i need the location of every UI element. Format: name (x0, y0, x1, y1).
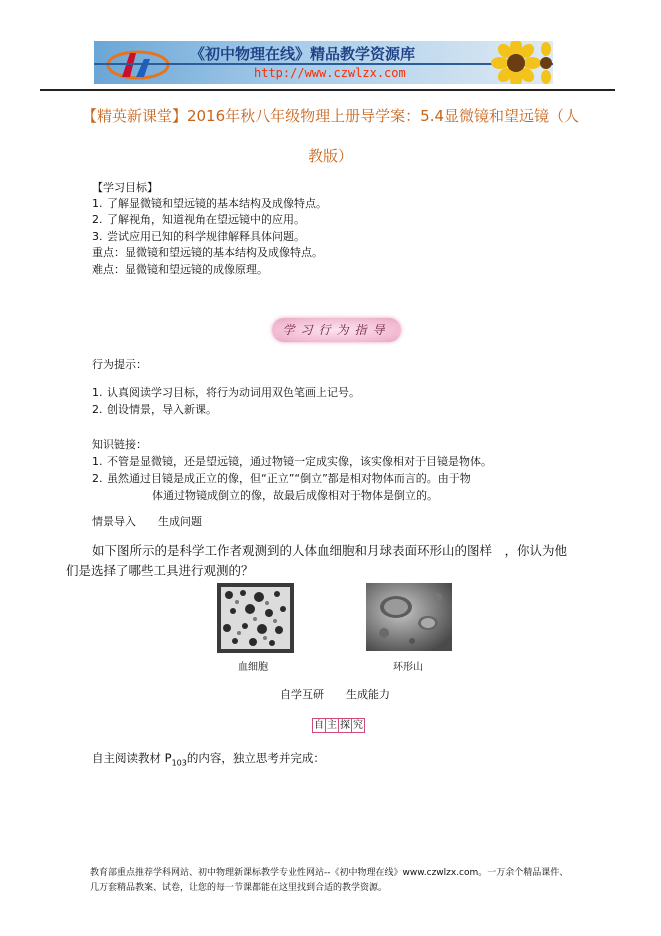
key-point: 重点：显微镜和望远镜的基本结构及成像特点。 (92, 246, 323, 259)
self-study-char: 探 (340, 720, 350, 731)
intro-line-1: 如下图所示的是科学工作者观测到的人体血细胞和月球表面环形山的图样 ，你认为他 (92, 543, 568, 558)
objective-number: 3. (92, 230, 103, 243)
instruction-text: 自主阅读教材 P (92, 751, 172, 765)
footer-line-1: 教育部重点推荐学科网站、初中物理新课标教学专业性网站--《初中物理在线》www.czwlzx.com。一万余个精品课件、 (90, 868, 569, 878)
footer-line-2: 几万套精品教案、试卷，让您的每一节课都能在这里找到合适的教学资源。 (90, 883, 388, 893)
document-title (40, 96, 621, 176)
knowledge-text-continued: 体通过物镜成倒立的像，故最后成像相对于物体是倒立的。 (152, 489, 438, 502)
knowledge-number: 1. (92, 455, 103, 468)
difficulty-point: 难点：显微镜和望远镜的成像原理。 (92, 263, 268, 276)
knowledge-item (92, 454, 492, 470)
objective-item (92, 212, 305, 228)
self-study-char: 自 (314, 720, 324, 731)
tip-number: 2. (92, 403, 103, 416)
page-number: 103 (171, 758, 187, 768)
footer (90, 866, 568, 896)
objective-number: 1. (92, 197, 103, 210)
cells-caption: 血细胞 (238, 662, 268, 673)
title-line-2: 教版） (307, 147, 353, 165)
knowledge-number: 2. (92, 472, 103, 485)
knowledge-heading: 知识链接： (92, 438, 147, 451)
knowledge-item (92, 471, 471, 487)
intro-line-2: 们是选择了哪些工具进行观测的？ (66, 563, 254, 578)
crater-caption: 环形山 (393, 662, 423, 673)
tip-text: 认真阅读学习目标，将行为动词用双色笔画上记号。 (107, 386, 360, 399)
title-line-1: 【精英新课堂】2016年秋八年级物理上册导学案：5.4显微镜和望远镜（人 (81, 107, 580, 125)
intro-paragraph (66, 541, 622, 581)
header-rule (40, 89, 615, 91)
self-study-heading: 自学互研 生成能力 (280, 688, 390, 701)
objectives-heading: 【学习目标】 (92, 181, 158, 194)
objective-item (92, 229, 305, 245)
self-study-label (312, 713, 364, 733)
banner-title: 《初中物理在线》精品教学资源库 (190, 45, 416, 63)
objective-text: 了解视角，知道视角在望远镜中的应用。 (107, 213, 305, 226)
self-study-char: 究 (353, 720, 363, 731)
header-banner (94, 41, 553, 84)
knowledge-text: 不管是显微镜，还是望远镜，通过物镜一定成实像，该实像相对于目镜是物体。 (107, 455, 492, 468)
objective-text: 尝试应用已知的科学规律解释具体问题。 (107, 230, 305, 243)
sunflower-icon (486, 41, 553, 84)
tip-text: 创设情景，导入新课。 (107, 403, 217, 416)
blood-cells-image (217, 583, 294, 653)
self-study-char: 主 (327, 720, 337, 731)
tips-heading: 行为提示： (92, 358, 147, 371)
banner-url[interactable]: http://www.czwlzx.com (254, 66, 406, 80)
section-banner: 学习行为指导 (272, 318, 401, 342)
reading-instruction (92, 750, 325, 771)
lunar-crater-image (366, 583, 452, 651)
tip-item (92, 385, 360, 401)
knowledge-text: 虽然通过目镜是成正立的像，但“正立”“倒立”都是相对物体而言的。由于物 (107, 472, 471, 485)
objective-item (92, 196, 327, 212)
instruction-text: 的内容，独立思考并完成： (186, 751, 325, 765)
tip-number: 1. (92, 386, 103, 399)
tip-item (92, 402, 217, 418)
intro-heading: 情景导入 生成问题 (92, 515, 202, 528)
objective-number: 2. (92, 213, 103, 226)
objective-text: 了解显微镜和望远镜的基本结构及成像特点。 (107, 197, 327, 210)
